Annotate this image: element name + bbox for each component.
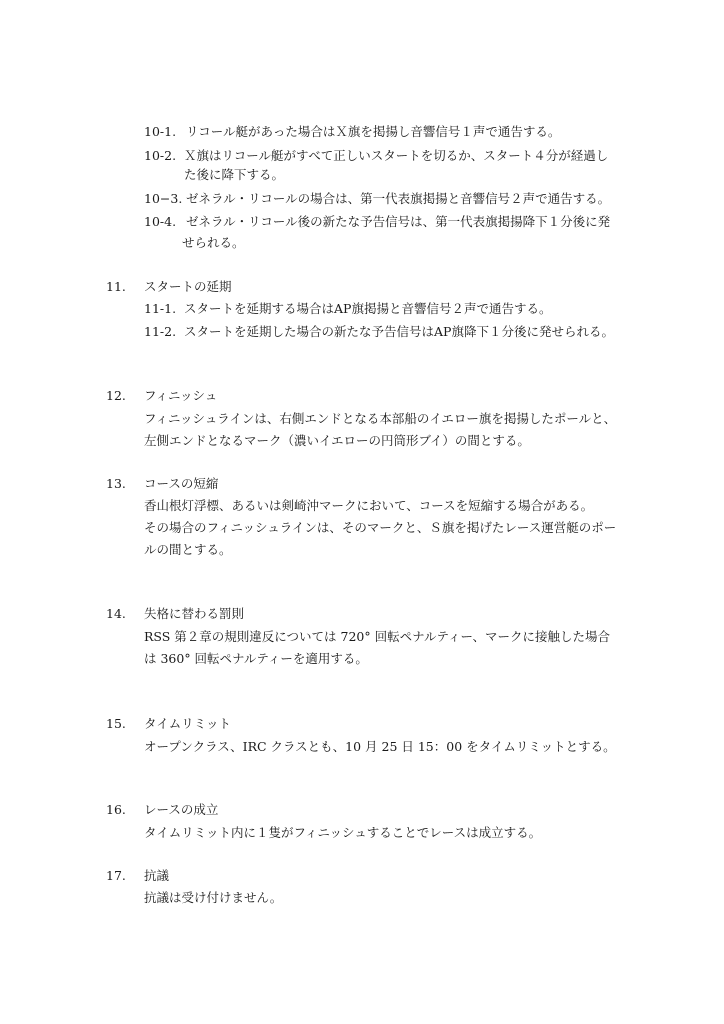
section-number: 16. <box>106 802 126 817</box>
item-number: 10−3. <box>144 191 183 206</box>
item-text: ゼネラル・リコールの場合は、第一代表旗掲揚と音響信号２声で通告する。 <box>186 191 611 206</box>
item-text: ゼネラル・リコール後の新たな予告信号は、第一代表旗掲揚降下１分後に発 <box>186 214 611 229</box>
section-title: コースの短縮 <box>144 476 219 491</box>
item-number: 10-4. <box>144 214 177 229</box>
section-number: 13. <box>106 476 126 491</box>
section-number: 14. <box>106 606 126 621</box>
section-title: タイムリミット <box>144 716 232 731</box>
item-number: 10-1. <box>144 124 177 139</box>
item-number: 10-2. <box>144 148 177 163</box>
item-text: スタートを延期する場合はAP旗掲揚と音響信号２声で通告する。 <box>184 301 552 316</box>
section-title: 抗議 <box>144 868 170 883</box>
section-body-line: その場合のフィニッシュラインは、そのマークと、Ｓ旗を掲げたレース運営艇のポー <box>144 520 617 535</box>
section-title: フィニッシュ <box>144 388 218 403</box>
section-title: 失格に替わる罰則 <box>144 606 245 621</box>
section-body-line: 香山根灯浮標、あるいは剣崎沖マークにおいて、コースを短縮する場合がある。 <box>144 498 594 513</box>
item-text: Ｘ旗はリコール艇がすべて正しいスタートを切るか、スタート４分が経過し <box>184 148 609 163</box>
section-number: 15. <box>106 716 126 731</box>
section-number: 11. <box>106 279 126 294</box>
section-body-line: 左側エンドとなるマーク（濃いイエローの円筒形ブイ）の間とする。 <box>144 433 530 448</box>
section-body-line: オープンクラス、IRC クラスとも、10 月 25 日 15：00 をタイムリミットとする。 <box>144 739 616 754</box>
section-body-line: は 360° 回転ペナルティーを適用する。 <box>144 651 368 666</box>
section-body-line: タイムリミット内に１隻がフィニッシュすることでレースは成立する。 <box>144 825 542 840</box>
section-body-line: フィニッシュラインは、右側エンドとなる本部船のイエロー旗を掲揚したポールと、 <box>144 411 617 426</box>
item-text: リコール艇があった場合はＸ旗を掲揚し音響信号１声で通告する。 <box>186 124 561 139</box>
section-number: 17. <box>106 868 126 883</box>
section-body-line: ルの間とする。 <box>144 542 232 557</box>
section-title: レースの成立 <box>144 802 219 817</box>
item-text-cont: た後に降下する。 <box>184 167 285 182</box>
section-number: 12. <box>106 388 126 403</box>
item-number: 11-2. <box>144 324 177 339</box>
section-title: スタートの延期 <box>144 279 232 294</box>
item-text: スタートを延期した場合の新たな予告信号はAP旗降下１分後に発せられる。 <box>184 324 614 339</box>
section-body-line: 抗議は受け付けません。 <box>144 890 283 905</box>
item-number: 11-1. <box>144 301 177 316</box>
section-body-line: RSS 第２章の規則違反については 720° 回転ペナルティー、マークに接触した場合 <box>144 629 610 644</box>
item-text-cont: せられる。 <box>182 235 245 250</box>
